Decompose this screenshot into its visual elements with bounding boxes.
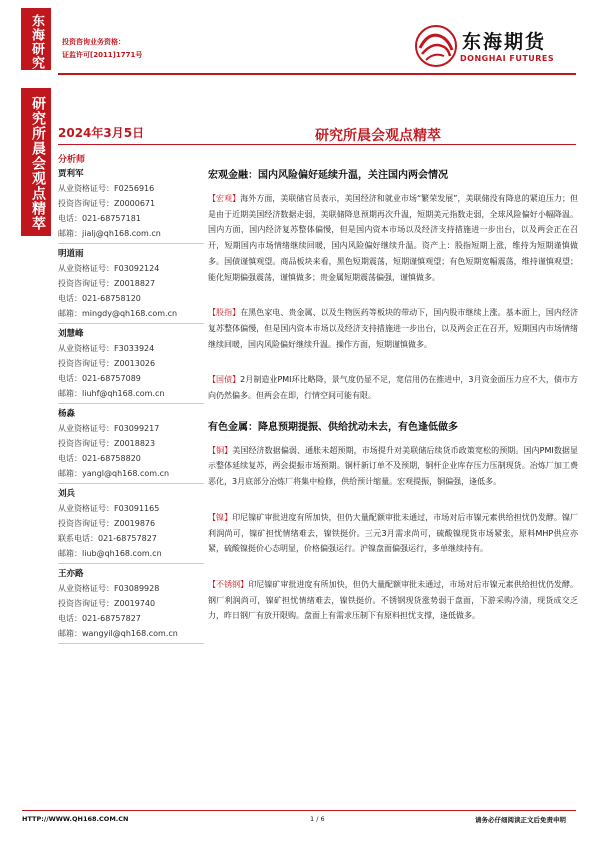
qualification-license: 证监许可[2011]1771号 [62, 51, 143, 59]
analyst-invest-cert: 投资咨询证号：Z0000671 [58, 199, 156, 208]
analyst-email-link[interactable]: 邮箱：liuhf@qh168.com.cn [58, 389, 165, 398]
analyst-email-link[interactable]: 邮箱：liub@qh168.com.cn [58, 549, 162, 558]
analyst-email-link[interactable]: 邮箱：mingdy@qh168.com.cn [58, 309, 178, 318]
qualification-block [62, 36, 142, 62]
top-brand-tab [21, 8, 51, 70]
header-divider [58, 73, 576, 75]
analyst-invest-cert: 投资咨询证号：Z0018827 [58, 279, 156, 288]
commentary-paragraph [208, 191, 578, 285]
paragraph-text: 美国经济数据偏弱、通胀未超预期，市场提升对美联储后续货币政策宽松的预期。国内PMI数据显示整体延续复苏，两会提振市场预期。铜杆新订单不及预期，铜杆企业库存压力压制现货。冶炼厂加工费恶化，3月底部分冶炼厂将集中检修，供给预计缩量。宏观提振，铜偏强，逢低多。 [208, 445, 579, 487]
analyst-email-link[interactable]: 邮箱：jialj@qh168.com.cn [58, 229, 161, 238]
paragraph-text: 印尼镍矿审批进度有所加快，但仍大量配额审批未通过，市场对后市镍元素供给担忧仍发酵。镍厂利润尚可，镍矿担忧情绪难去，镍铁挺价。三元3月需求尚可，硫酸镍现货市场紧张，原料MHP供应亦紧，硫酸镍挺价心态明显，价格偏强运行。沪镍盘面偏强运行，多单继续持有。 [208, 512, 579, 554]
analyst-cert: 从业资格证号：F0256916 [58, 184, 155, 193]
top-brand-label: 东海研究 [29, 14, 44, 70]
analyst-separator [58, 403, 204, 404]
section-title: 有色金属：降息预期提振、供给扰动未去，有色逢低做多 [208, 421, 458, 433]
analyst-cert: 从业资格证号：F03092124 [58, 264, 160, 273]
analyst-card [58, 568, 208, 644]
logo-text-en: DONGHAI FUTURES [460, 54, 555, 63]
analyst-name: 杨淼 [58, 409, 76, 419]
commentary-paragraph [208, 372, 578, 403]
analyst-phone: 联系电话：021-68757827 [58, 534, 157, 543]
content-section [208, 418, 578, 624]
side-section-label: 研究所晨会观点精萃 [30, 96, 46, 231]
analyst-separator [58, 323, 204, 324]
paragraph-text: 海外方面，美联储官员表示，美国经济和就业市场“繁荣发展”，美联储没有降息的紧迫压力；但是由于近期美国经济数据走弱，美联储降息预期再次升温，短期美元指数走弱，全球风险偏好小幅降温。国内方面，国内经济复苏整体偏慢，但是国内资本市场以及经济支持措施进一步出台，以及两会正在召开，短期国内市场情绪继续回暖，国内风险偏好继续升温。资产上：股指短期上涨，维持为短期谨慎做多。国债谨慎观望。商品板块来看，黑色短期震荡，短期谨慎观望；有色短期宽幅震荡，维持谨慎观望；能化短期偏强震荡，谨慎做多；贵金属短期震荡偏强，谨慎做多。 [208, 194, 578, 282]
paragraph-text: 2月制造业PMI环比略降，景气度仍显不足，宽信用仍在推进中，3月资金面压力应不大，债市方向仍然偏多。但两会在即，行情空间可能有限。 [208, 375, 578, 401]
report-date: 2024年3月5日 [58, 126, 145, 140]
analyst-phone: 电话：021-68757089 [58, 374, 141, 383]
analyst-card [58, 168, 208, 244]
analyst-phone: 电话：021-68757827 [58, 614, 141, 623]
main-content [208, 166, 578, 624]
side-section-tab [21, 88, 51, 236]
analyst-invest-cert: 投资咨询证号：Z0019876 [58, 519, 156, 528]
title-divider [58, 144, 576, 145]
analyst-name: 刘兵 [58, 489, 76, 499]
analyst-cert: 从业资格证号：F03089928 [58, 584, 160, 593]
paragraph-tag: 【宏观】 [208, 194, 241, 203]
commentary-paragraph [208, 577, 578, 624]
paragraph-tag: 【不锈钢】 [208, 579, 249, 589]
paragraph-text: 在黑色家电、贵金属、以及生物医药等板块的带动下，国内股市继续上涨。基本面上，国内经济复苏整体偏慢，但是国内资本市场以及经济支持措施进一步出台，以及两会正在召开，短期国内市场情绪继续回暖，国内风险偏好继续升温。操作方面，短期谨慎做多。 [208, 308, 579, 349]
analyst-invest-cert: 投资咨询证号：Z0018823 [58, 439, 156, 448]
analyst-card [58, 408, 208, 484]
analyst-email-link[interactable]: 邮箱：wangyil@qh168.com.cn [58, 629, 178, 638]
qualification-title: 投资咨询业务资格： [62, 38, 125, 46]
analysts-label: 分析师 [58, 155, 86, 165]
paragraph-tag: 【铜】 [208, 445, 233, 455]
analyst-name: 王亦路 [58, 569, 84, 579]
analyst-cert: 从业资格证号：F03099217 [58, 424, 160, 433]
analyst-phone: 电话：021-68757181 [58, 214, 141, 223]
paragraph-tag: 【股指】 [208, 308, 241, 318]
section-title: 宏观金融：国内风险偏好延续升温，关注国内两会情况 [208, 170, 448, 181]
analyst-column [58, 152, 208, 648]
footer-divider [22, 810, 576, 811]
page-number: 1 / 6 [310, 815, 325, 823]
analyst-card [58, 488, 208, 564]
logo-mark-icon [414, 24, 458, 68]
company-logo [414, 24, 574, 72]
analyst-cert: 从业资格证号：F03091165 [58, 504, 160, 513]
analyst-name: 贾利军 [58, 169, 84, 179]
analyst-card [58, 328, 208, 404]
paragraph-text: 印尼镍矿审批进度有所加快，但仍大量配额审批未通过，市场对后市镍元素供给担忧仍发酵。钢厂利润尚可，镍矿担忧情绪难去，镍铁挺价。不锈钢现货涨势弱于盘面，下游采购冷清，现货成交乏力，昨日钢厂有放开限购。盘面上有需求压制下有原料担忧支撑，逢低做多。 [208, 579, 579, 621]
report-title: 研究所晨会观点精萃 [315, 128, 441, 144]
analyst-name: 刘慧峰 [58, 329, 84, 339]
analyst-separator [58, 563, 204, 564]
commentary-paragraph [208, 305, 578, 352]
analyst-list [58, 168, 208, 644]
analyst-separator [58, 483, 204, 484]
content-section [208, 166, 578, 404]
disclaimer-notice: 请务必仔细阅读正文后免责申明 [475, 816, 566, 824]
analyst-separator [58, 643, 204, 644]
analyst-invest-cert: 投资咨询证号：Z0013026 [58, 359, 156, 368]
analyst-phone: 电话：021-68758120 [58, 294, 141, 303]
footer-url-link[interactable]: HTTP://WWW.QH168.COM.CN [22, 815, 129, 823]
analyst-name: 明道雨 [58, 249, 84, 259]
paragraph-tag: 【国债】 [208, 375, 241, 385]
analyst-phone: 电话：021-68758820 [58, 454, 141, 463]
analyst-separator [58, 243, 204, 244]
analyst-card [58, 248, 208, 324]
commentary-paragraph [208, 443, 578, 490]
analyst-email-link[interactable]: 邮箱：yangl@qh168.com.cn [58, 469, 170, 478]
analyst-invest-cert: 投资咨询证号：Z0019740 [58, 599, 156, 608]
logo-text-cn: 东海期货 [462, 31, 547, 53]
analyst-cert: 从业资格证号：F3033924 [58, 344, 155, 353]
commentary-paragraph [208, 510, 578, 557]
paragraph-tag: 【镍】 [208, 512, 233, 522]
